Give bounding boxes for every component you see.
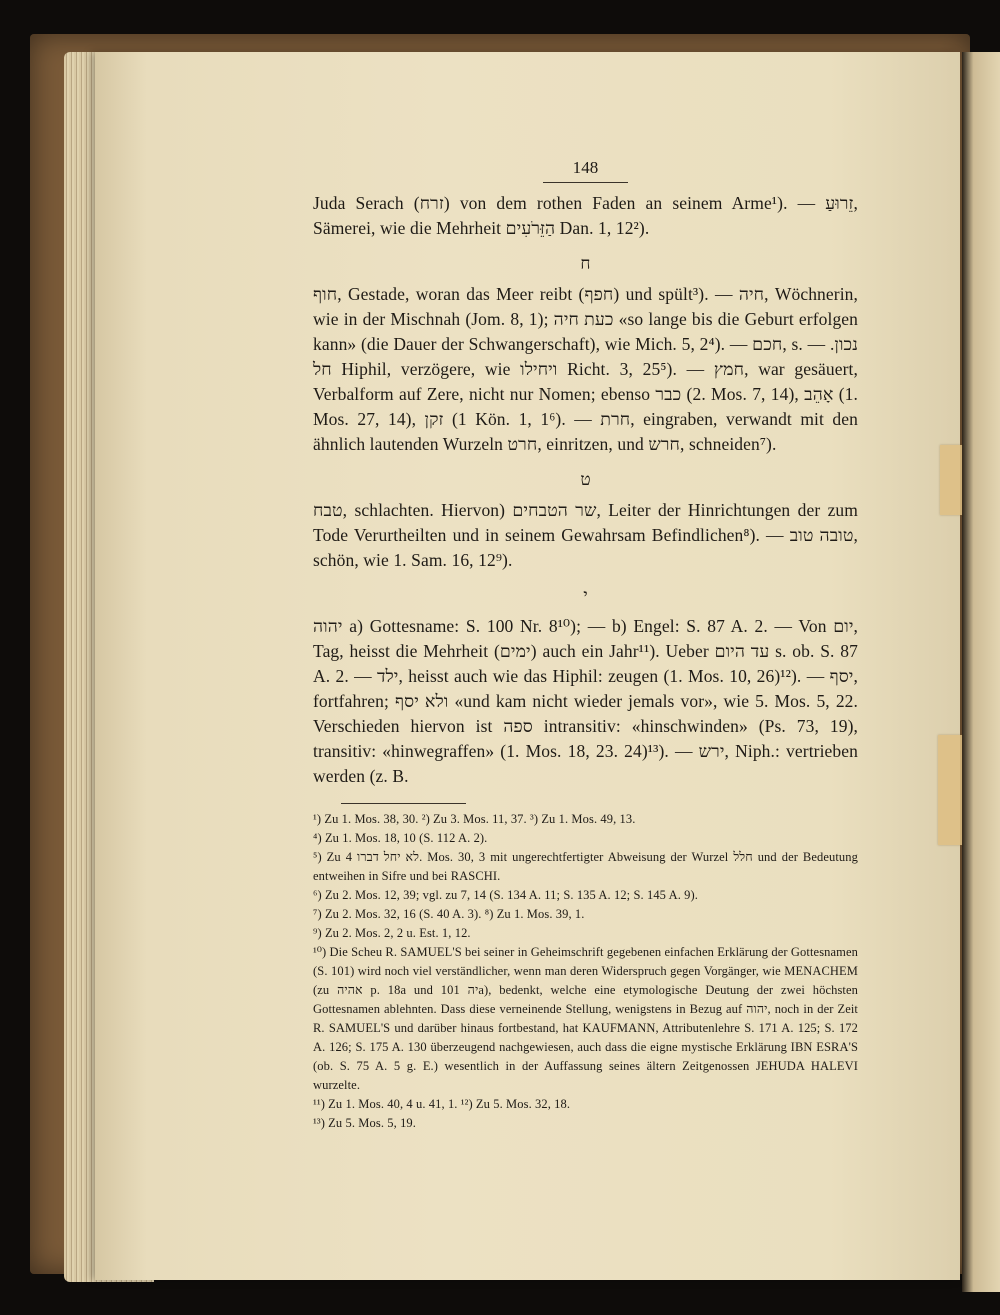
section-heading-yod: י	[583, 586, 588, 605]
footnote: ¹³) Zu 5. Mos. 5, 19.	[313, 1116, 416, 1130]
footnote: ⁹) Zu 2. Mos. 2, 2 u. Est. 1, 12.	[313, 926, 471, 940]
tape-strip-top	[940, 445, 962, 515]
footnote: ⁷) Zu 2. Mos. 32, 16 (S. 40 A. 3). ⁸) Zu 1. Mos. 39, 1.	[313, 907, 585, 921]
section-heading-tet: ט	[580, 470, 591, 489]
paragraph-het: חוף, Gestade, woran das Meer reibt (חפף) und spült³). — חיה, Wöchnerin, wie in der Mischnah (Jom. 8, 1); כעת חיה «so lange bis die Geburt erfolgen kann» (die Dauer der Schwangerschaft), wie Mich. 5, 2⁴). — חכם, s. נכון. — חל Hiphil, verzögere, wie ויחילו Richt. 3, 25⁵). — חמץ, war gesäuert, Verbalform auf Zere, nicht nur Nomen; ebenso כבר (2. Mos. 7, 14), אָהֵב (1. Mos. 27, 14), זקן (1 Kön. 1, 1⁶). — חרת, eingraben, verwandt mit den ähnlich lautenden Wurzeln חרט, einritzen, und חרש, schneiden⁷).	[313, 284, 859, 454]
paragraph-yod: יהוה a) Gottesname: S. 100 Nr. 8¹⁰); — b) Engel: S. 87 A. 2. — Von יום, Tag, heisst die Mehrheit (ימים) auch ein Jahr¹¹). Ueber עד היום s. ob. S. 87 A. 2. — ילד, heisst auch wie das Hiphil: zeugen (1. Mos. 10, 26)¹²). — יסף, fortfahren; ולא יסף «und kam nicht wieder jemals vor», wie 5. Mos. 5, 22. Verschieden hiervon ist ספה intransitiv: «hinschwinden» (Ps. 73, 19), transitiv: «hinwegraffen» (1. Mos. 18, 23. 24)¹³). — ירש, Niph.: vertrieben werden (z. B.	[313, 616, 858, 786]
tape-strip-bottom	[938, 735, 962, 845]
footnote: ⁵) Zu לא יחל דברו 4. Mos. 30, 3 mit ungerechtfertigter Abweisung der Wurzel חלל und der Bedeutung entweihen in Sifre und bei RASCHI.	[313, 850, 858, 883]
footnote: ¹) Zu 1. Mos. 38, 30. ²) Zu 3. Mos. 11, 37. ³) Zu 1. Mos. 49, 13.	[313, 812, 636, 826]
section-heading-het: ח	[580, 254, 591, 273]
page-text	[313, 155, 858, 1133]
footnote-rule	[341, 803, 466, 804]
footnote: ⁶) Zu 2. Mos. 12, 39; vgl. zu 7, 14 (S. 134 A. 11; S. 135 A. 12; S. 145 A. 9).	[313, 888, 698, 902]
footnote: ¹¹) Zu 1. Mos. 40, 4 u. 41, 1. ¹²) Zu 5. Mos. 32, 18.	[313, 1097, 571, 1111]
footnote: ⁴) Zu 1. Mos. 18, 10 (S. 112 A. 2).	[313, 831, 488, 845]
facing-page-edge	[962, 52, 1000, 1292]
paragraph-zayin: Juda Serach (זרח) von dem rothen Faden an seinem Arme¹). — זֵרוּעַ, Sämerei, wie die Mehrheit הַזֵּרֹעִים Dan. 1, 12²).	[313, 193, 858, 238]
page-number: 148	[313, 155, 858, 183]
footnotes	[313, 810, 858, 1133]
footnote: ¹⁰) Die Scheu R. SAMUEL'S bei seiner in Geheimschrift gegebenen einfachen Erklärung der Gottesnamen (S. 101) wird noch viel verständlicher, wenn man deren Widerspruch gegen Vorgänger, wie MENACHEM (zu אהיה p. 18a und יה 101a), bedenkt, welche eine etymologische Deutung der zwei höchsten Gottesnamen ablehnten. Dass diese verneinende Stellung, wenigstens in Bezug auf יהוה, noch in der Zeit R. SAMUEL'S und darüber hinaus fortbestand, hat KAUFMANN, Attributenlehre S. 171 A. 125; S. 172 A. 126; S. 175 A. 130 überzeugend nachgewiesen, auch dass die eigne mystische Erklärung IBN ESRA'S (ob. S. 75 A. 5 g. E.) wesentlich in der Auffassung seines ältern Zeitgenossen JEHUDA HALEVI wurzelte.	[313, 945, 858, 1092]
paragraph-tet: טבח, schlachten. Hiervon) שר הטבחים, Leiter der Hinrichtungen der zum Tode Verurtheilten und in seinem Gewahrsam Befindlichen⁸). — טובה טוב, schön, wie 1. Sam. 16, 12⁹).	[313, 500, 858, 570]
